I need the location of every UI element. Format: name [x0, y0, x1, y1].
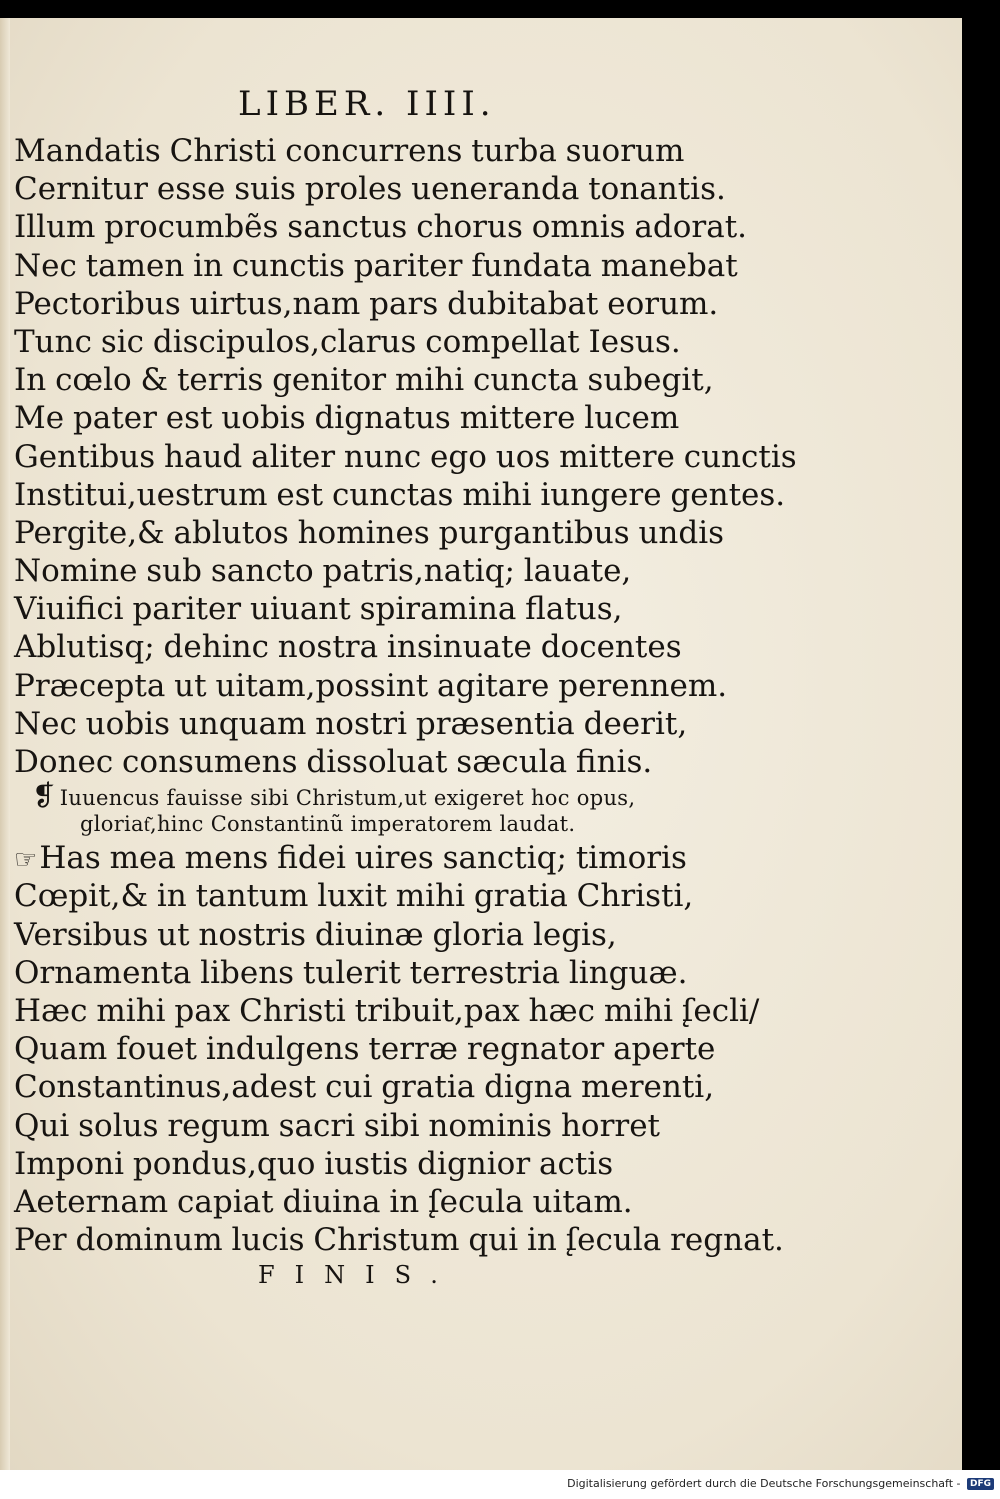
verse-line: Cœpit,& in tantum luxit mihi gratia Christi,	[14, 878, 694, 915]
verse-line: Ornamenta libens tulerit terrestria linguæ.	[14, 954, 688, 991]
verse-line: Hæc mihi pax Christi tribuit,pax hæc mihi ſ̨ecli/	[14, 992, 760, 1029]
verse-line	[14, 839, 954, 877]
finis-colophon: FINIS.	[258, 1261, 458, 1290]
marginal-note	[14, 779, 954, 813]
verse-line: Imponi pondus,quo iustis dignior actis	[14, 1145, 614, 1182]
verse-line: Constantinus,adest cui gratia digna merenti,	[14, 1069, 715, 1106]
poem-text	[14, 132, 954, 1291]
verse-line: Cernitur esse suis proles ueneranda tonantis.	[14, 171, 726, 208]
verse-line: Gentibus haud aliter nunc ego uos mittere cunctis	[14, 438, 797, 475]
verse-line: Me pater est uobis dignatus mittere lucem	[14, 400, 680, 437]
pilcrow-icon: ❡	[32, 779, 56, 813]
verse-line: Præcepta ut uitam,possint agitare perennem.	[14, 667, 728, 704]
verse-line: Institui,uestrum est cunctas mihi iungere gentes.	[14, 476, 786, 513]
verse-line: Tunc sic discipulos,clarus compellat Iesus.	[14, 323, 681, 360]
verse-line: Pergite,& ablutos homines purgantibus undis	[14, 514, 725, 551]
running-header: LIBER. IIII.	[238, 84, 496, 124]
footer-bar	[0, 1470, 1000, 1499]
verse-line: In cœlo & terris genitor mihi cuncta subegit,	[14, 362, 714, 399]
credit-text: Digitalisierung gefördert durch die Deutsche Forschungsgemeinschaft -	[567, 1477, 961, 1490]
verse-line: Quam fouet indulgens terræ regnator aperte	[14, 1031, 716, 1068]
marginal-note-continued: gloriat͂,hinc Constantinũ imperatorem laudat.	[80, 812, 576, 837]
dfg-logo: DFG	[967, 1478, 994, 1490]
book-page	[0, 18, 962, 1470]
note-line-1: Iuuencus fauisse sibi Christum,ut exigeret hoc opus,	[59, 786, 636, 811]
verse-line: Viuifici pariter uiuant spiramina flatus,	[14, 591, 623, 628]
verse-line: Nec tamen in cunctis pariter fundata manebat	[14, 247, 738, 284]
verse-line: Nec uobis unquam nostri præsentia deerit,	[14, 705, 688, 742]
funding-credit	[567, 1477, 994, 1490]
verse-line: Pectoribus uirtus,nam pars dubitabat eorum.	[14, 285, 719, 322]
scan-border	[962, 18, 1000, 1470]
verse-line: Mandatis Christi concurrens turba suorum	[14, 133, 685, 169]
page-edge-shadow	[0, 18, 10, 1470]
verse-line: Ablutisq; dehinc nostra insinuate docentes	[14, 629, 682, 666]
manicule-icon: ☞	[14, 845, 38, 876]
verse-line: Versibus ut nostris diuinæ gloria legis,	[14, 916, 617, 953]
verse-line: Donec consumens dissoluat sæcula finis.	[14, 744, 653, 780]
verse-line: Aeternam capiat diuina in ſ̨ecula uitam.	[14, 1183, 633, 1220]
verse-line: Illum procumbẽs sanctus chorus omnis adorat.	[14, 209, 748, 246]
verse-line: Qui solus regum sacri sibi nominis horret	[14, 1107, 661, 1144]
verse-text: Has mea mens fidei uires sanctiq; timoris	[39, 840, 687, 877]
verse-line: Nomine sub sancto patris,natiq; lauate,	[14, 553, 632, 590]
verse-line: Per dominum lucis Christum qui in ſ̨ecula regnat.	[14, 1222, 784, 1259]
